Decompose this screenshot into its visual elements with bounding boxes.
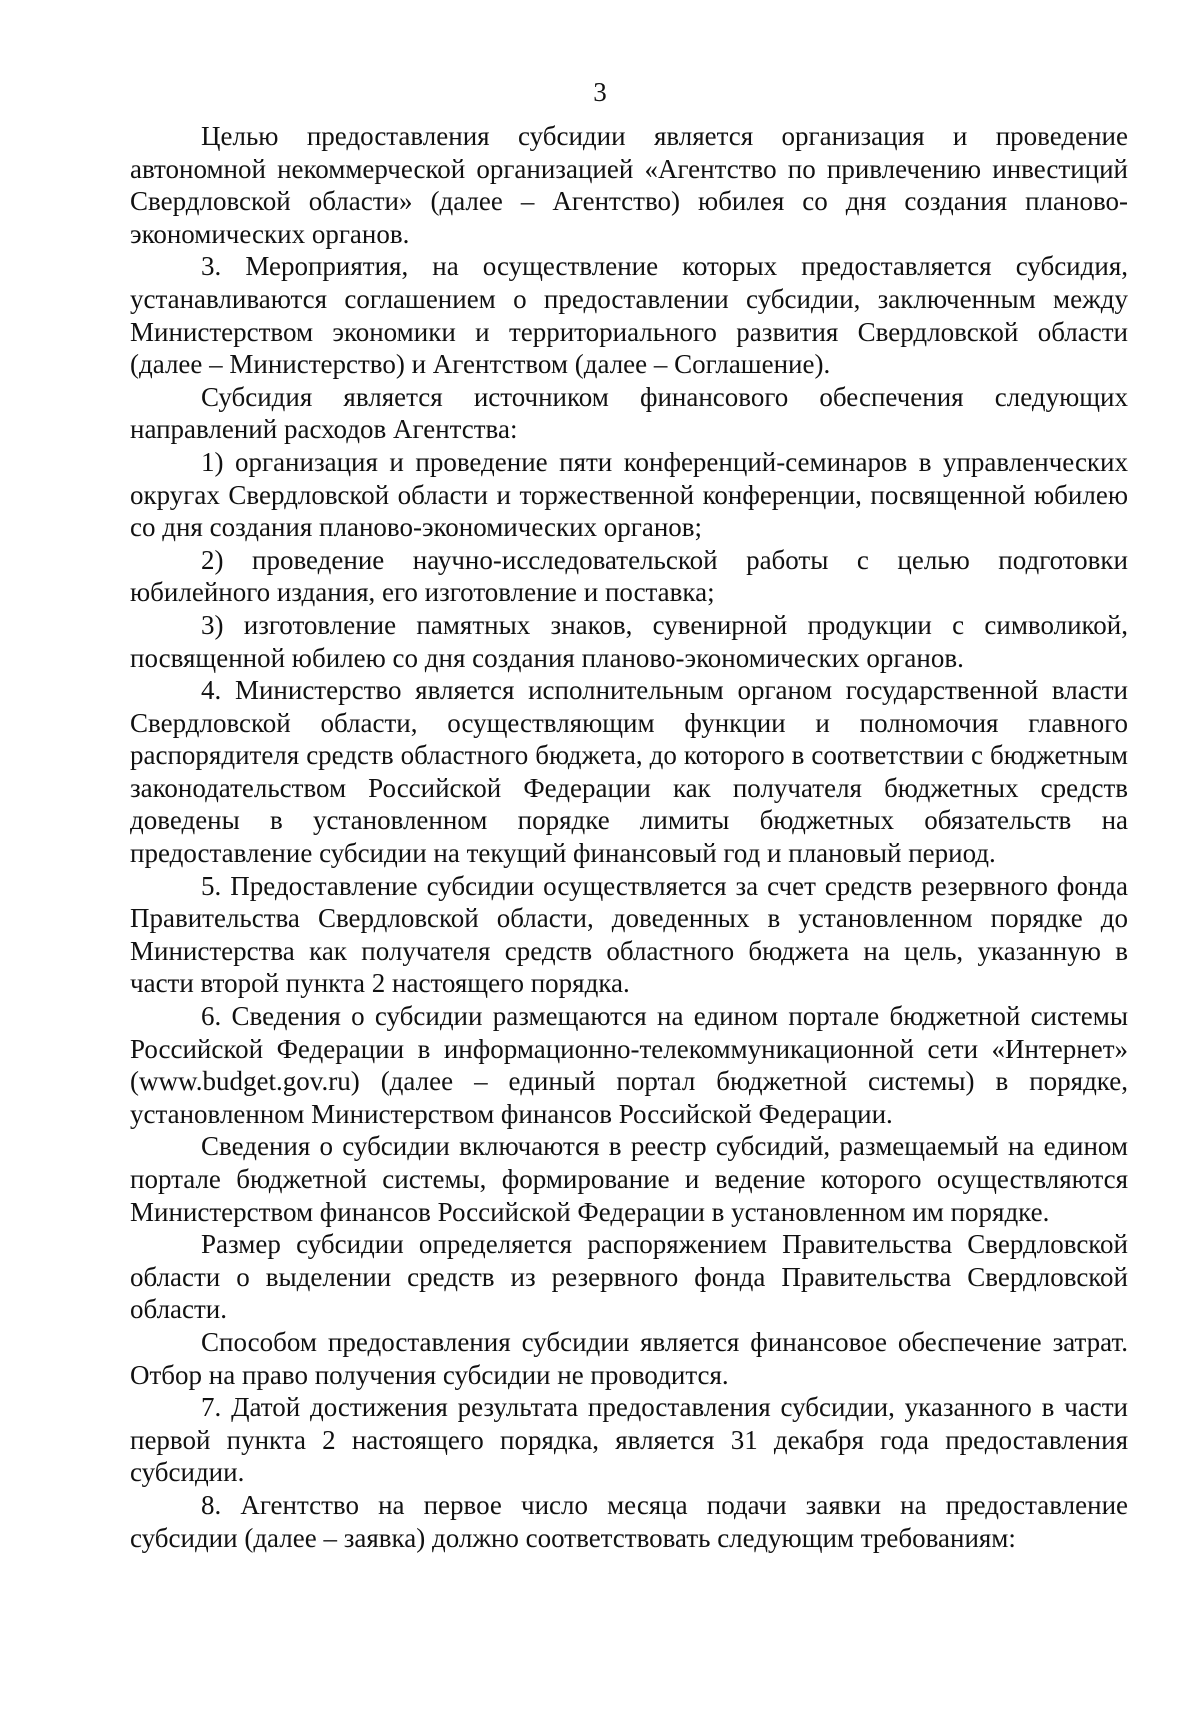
- paragraph-subsidy-size: Размер субсидии определяется распоряжением Правительства Свердловской области о выделении средств из резервного фонда Правительства Свердловской области.: [130, 1229, 1128, 1325]
- paragraph-registry: Сведения о субсидии включаются в реестр субсидий, размещаемый на едином портале бюджетной системы, формирование и ведение которого осуществляются Министерством финансов Российской Федерации в установленном им порядке.: [130, 1131, 1128, 1227]
- paragraph-8: 8. Агентство на первое число месяца подачи заявки на предоставление субсидии (далее – заявка) должно соответствовать следующим требованиям:: [130, 1489, 1128, 1553]
- paragraph-subsidy-method: Способом предоставления субсидии является финансовое обеспечение затрат. Отбор на право получения субсидии не проводится.: [130, 1326, 1128, 1390]
- list-item-3: 3) изготовление памятных знаков, сувенирной продукции с символикой, посвященной юбилею со дня создания планово-экономических органов.: [130, 609, 1128, 673]
- page-number: 3: [593, 77, 607, 107]
- list-item-2: 2) проведение научно-исследовательской работы с целью подготовки юбилейного издания, его изготовление и поставка;: [130, 544, 1128, 608]
- list-item-1: 1) организация и проведение пяти конференций-семинаров в управленческих округах Свердловской области и торжественной конференции, посвященной юбилею со дня создания планово-экономических органов;: [130, 446, 1128, 543]
- paragraph-purpose: Целью предоставления субсидии является организация и проведение автономной некоммерческой организацией «Агентство по привлечению инвестиций Свердловской области» (далее – Агентство) юбилея со дня создания планово-экономических органов.: [130, 121, 1128, 249]
- paragraph-subsidy-directions: Субсидия является источником финансового обеспечения следующих направлений расходов Агентства:: [130, 381, 1128, 445]
- document-body: [130, 120, 1128, 1554]
- paragraph-7: 7. Датой достижения результата предоставления субсидии, указанного в части первой пункта 2 настоящего порядка, является 31 декабря года предоставления субсидии.: [130, 1392, 1128, 1488]
- paragraph-4: 4. Министерство является исполнительным органом государственной власти Свердловской области, осуществляющим функции и полномочия главного распорядителя средств областного бюджета, до которого в соответствии с бюджетным законодательством Российской Федерации как получателя бюджетных средств доведены в установленном порядке лимиты бюджетных обязательств на предоставление субсидии на текущий финансовый год и плановый период.: [130, 675, 1128, 869]
- paragraph-3: 3. Мероприятия, на осуществление которых предоставляется субсидия, устанавливаются соглашением о предоставлении субсидии, заключенным между Министерством экономики и территориального развития Свердловской области (далее – Министерство) и Агентством (далее – Соглашение).: [130, 251, 1128, 380]
- paragraph-5: 5. Предоставление субсидии осуществляется за счет средств резервного фонда Правительства Свердловской области, доведенных в установленном порядке до Министерства как получателя средств областного бюджета на цель, указанную в части второй пункта 2 настоящего порядка.: [130, 870, 1128, 999]
- paragraph-6: 6. Сведения о субсидии размещаются на едином портале бюджетной системы Российской Федерации в информационно-телекоммуникационной сети «Интернет» (www.budget.gov.ru) (далее – единый портал бюджетной системы) в порядке, установленном Министерством финансов Российской Федерации.: [130, 1001, 1128, 1129]
